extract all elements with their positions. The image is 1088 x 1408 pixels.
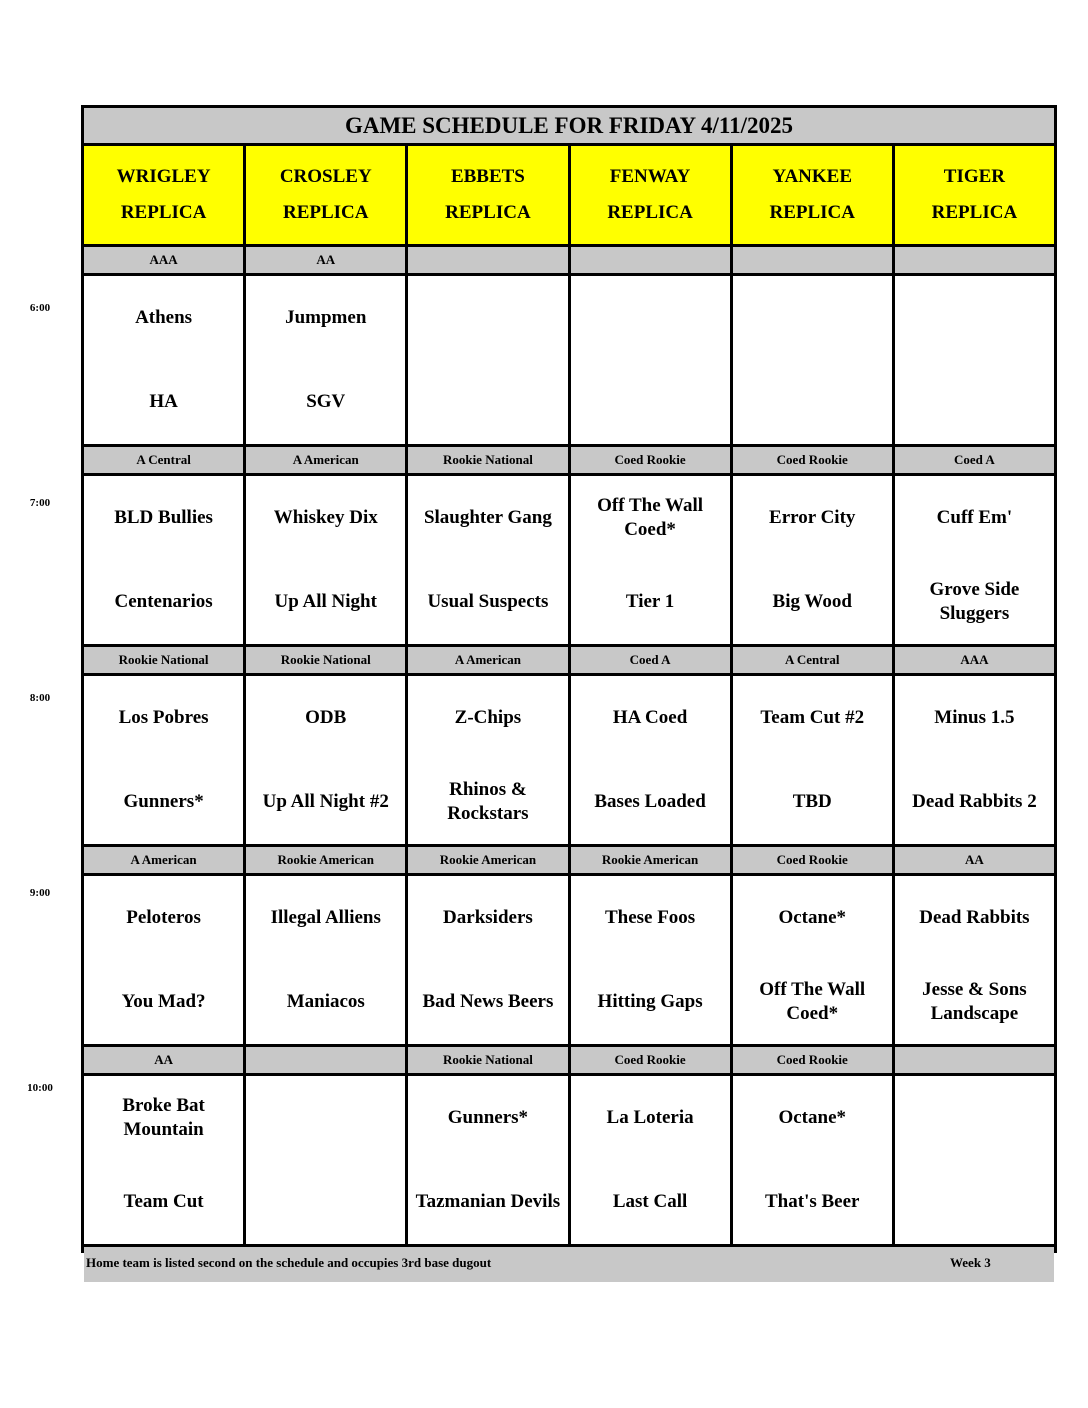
time-label: 10:00 — [27, 1082, 53, 1094]
game-cell — [733, 476, 892, 644]
home-team — [808, 360, 816, 444]
division-label: Rookie National — [84, 647, 243, 673]
away-team — [808, 276, 816, 360]
game-cell — [571, 676, 730, 844]
game-cell — [84, 276, 243, 444]
division-label: Rookie American — [408, 847, 567, 873]
home-team: Team Cut — [123, 1191, 204, 1212]
field-subtitle: REPLICA — [607, 202, 693, 223]
division-label: Rookie National — [408, 447, 567, 473]
game-cell — [895, 876, 1054, 1044]
division-label: AA — [246, 247, 405, 273]
home-team: Dead Rabbits 2 — [912, 791, 1037, 812]
away-team: Off The Wall Coed* — [597, 495, 704, 540]
game-cell — [84, 476, 243, 644]
away-team: Whiskey Dix — [273, 507, 378, 528]
away-team: Z-Chips — [454, 707, 522, 728]
game-cell — [733, 676, 892, 844]
away-team: Error City — [769, 507, 856, 528]
away-team: Cuff Em' — [936, 507, 1013, 528]
home-team: Centenarios — [114, 591, 213, 612]
game-cell — [408, 276, 567, 444]
away-team: Athens — [135, 307, 193, 328]
time-label: 6:00 — [29, 302, 51, 314]
division-label — [246, 1047, 405, 1073]
home-team: Hitting Gaps — [597, 991, 703, 1012]
home-team: Jesse & Sons Landscape — [922, 979, 1027, 1024]
division-label: Coed Rookie — [571, 1047, 730, 1073]
field-header — [895, 146, 1054, 244]
division-label: Rookie National — [246, 647, 405, 673]
home-team: Up All Night #2 — [262, 791, 389, 812]
division-label: A Central — [84, 447, 243, 473]
field-header — [571, 146, 730, 244]
away-team: Gunners* — [447, 1107, 529, 1128]
field-header — [84, 146, 243, 244]
field-name: EBBETS — [450, 166, 525, 187]
away-team — [646, 276, 654, 360]
game-cell — [571, 476, 730, 644]
division-label: Coed Rookie — [733, 447, 892, 473]
division-label: Coed Rookie — [733, 847, 892, 873]
time-column — [0, 0, 80, 1408]
game-cell — [246, 276, 405, 444]
division-label — [895, 247, 1054, 273]
game-cell — [408, 1076, 567, 1244]
footer — [84, 1247, 1054, 1282]
away-team: HA Coed — [612, 707, 688, 728]
schedule-table — [81, 105, 1057, 1270]
field-name: FENWAY — [609, 166, 691, 187]
field-subtitle: REPLICA — [120, 202, 207, 223]
game-cell — [408, 876, 567, 1044]
division-label — [408, 247, 567, 273]
away-team: Octane* — [778, 907, 847, 928]
game-cell — [246, 876, 405, 1044]
division-label: AAA — [895, 647, 1054, 673]
time-label: 9:00 — [29, 887, 51, 899]
home-team: Tazmanian Devils — [415, 1191, 561, 1212]
home-team: Last Call — [612, 1191, 688, 1212]
away-team: Illegal Alliens — [270, 907, 381, 928]
home-team: Usual Suspects — [427, 591, 549, 612]
game-cell — [84, 676, 243, 844]
field-name: YANKEE — [772, 166, 853, 187]
home-team: That's Beer — [765, 1191, 860, 1212]
page-title: GAME SCHEDULE FOR FRIDAY 4/11/2025 — [84, 108, 1054, 143]
field-name: TIGER — [943, 166, 1006, 187]
home-team: You Mad? — [121, 991, 206, 1012]
away-team: Octane* — [778, 1107, 847, 1128]
division-label — [571, 247, 730, 273]
away-team — [484, 276, 492, 360]
division-label: Rookie American — [246, 847, 405, 873]
away-team: La Loteria — [606, 1107, 694, 1128]
home-team — [970, 360, 978, 444]
home-team — [484, 360, 492, 444]
game-cell — [246, 476, 405, 644]
game-cell — [408, 676, 567, 844]
division-label: A American — [246, 447, 405, 473]
game-cell — [733, 276, 892, 444]
game-cell — [84, 876, 243, 1044]
away-team: Darksiders — [443, 907, 533, 928]
home-team: Bad News Beers — [422, 991, 554, 1012]
division-label: A American — [84, 847, 243, 873]
home-team: Big Wood — [772, 591, 852, 612]
game-cell — [733, 1076, 892, 1244]
away-team: Minus 1.5 — [934, 707, 1015, 728]
home-team: Off The Wall Coed* — [759, 979, 866, 1024]
field-header — [408, 146, 567, 244]
away-team: Dead Rabbits — [919, 907, 1030, 928]
away-team: Peloteros — [126, 907, 201, 928]
game-cell — [571, 276, 730, 444]
field-name: CROSLEY — [279, 166, 372, 187]
game-cell — [895, 476, 1054, 644]
division-label: AAA — [84, 247, 243, 273]
away-team — [970, 1076, 978, 1160]
away-team — [970, 276, 978, 360]
away-team: Slaughter Gang — [423, 507, 552, 528]
division-label: A Central — [733, 647, 892, 673]
game-cell — [571, 876, 730, 1044]
division-label: Rookie American — [571, 847, 730, 873]
division-label: Coed A — [895, 447, 1054, 473]
game-cell — [408, 476, 567, 644]
division-label: Coed Rookie — [571, 447, 730, 473]
home-team — [322, 1160, 330, 1244]
home-team: Rhinos & Rockstars — [447, 779, 529, 824]
field-header — [246, 146, 405, 244]
home-team: Bases Loaded — [594, 791, 706, 812]
away-team: Jumpmen — [285, 307, 367, 328]
home-team: Grove Side Sluggers — [929, 579, 1020, 624]
time-label: 8:00 — [29, 692, 51, 704]
field-subtitle: REPLICA — [282, 202, 369, 223]
game-cell — [895, 276, 1054, 444]
division-label — [733, 247, 892, 273]
home-team: HA — [149, 391, 178, 412]
week-label: Week 3 — [950, 1255, 991, 1270]
division-label: Coed A — [571, 647, 730, 673]
division-label: A American — [408, 647, 567, 673]
away-team — [322, 1076, 330, 1160]
home-team: Gunners* — [123, 791, 204, 812]
home-team: Up All Night — [274, 591, 377, 612]
home-team — [970, 1160, 978, 1244]
footer-note: Home team is listed second on the schedule and occupies 3rd base dugout — [86, 1255, 492, 1270]
field-header — [733, 146, 892, 244]
away-team: BLD Bullies — [114, 507, 213, 528]
game-cell — [895, 676, 1054, 844]
home-team: TBD — [792, 791, 832, 812]
field-subtitle: REPLICA — [931, 202, 1018, 223]
time-label: 7:00 — [29, 497, 51, 509]
division-label: Coed Rookie — [733, 1047, 892, 1073]
away-team: ODB — [305, 707, 347, 728]
field-subtitle: REPLICA — [445, 202, 531, 223]
away-team: Los Pobres — [118, 707, 209, 728]
field-subtitle: REPLICA — [769, 202, 855, 223]
game-cell — [733, 876, 892, 1044]
game-cell — [246, 676, 405, 844]
field-name: WRIGLEY — [116, 166, 211, 187]
division-label: Rookie National — [408, 1047, 567, 1073]
away-team: Broke Bat Mountain — [122, 1095, 205, 1140]
home-team — [646, 360, 654, 444]
division-label: AA — [84, 1047, 243, 1073]
division-label — [895, 1047, 1054, 1073]
home-team: Maniacos — [286, 991, 365, 1012]
away-team: These Foos — [604, 907, 696, 928]
game-cell — [895, 1076, 1054, 1244]
home-team: Tier 1 — [625, 591, 675, 612]
division-label: AA — [895, 847, 1054, 873]
game-cell — [84, 1076, 243, 1244]
game-cell — [246, 1076, 405, 1244]
game-cell — [571, 1076, 730, 1244]
home-team: SGV — [306, 391, 346, 412]
away-team: Team Cut #2 — [760, 707, 865, 728]
